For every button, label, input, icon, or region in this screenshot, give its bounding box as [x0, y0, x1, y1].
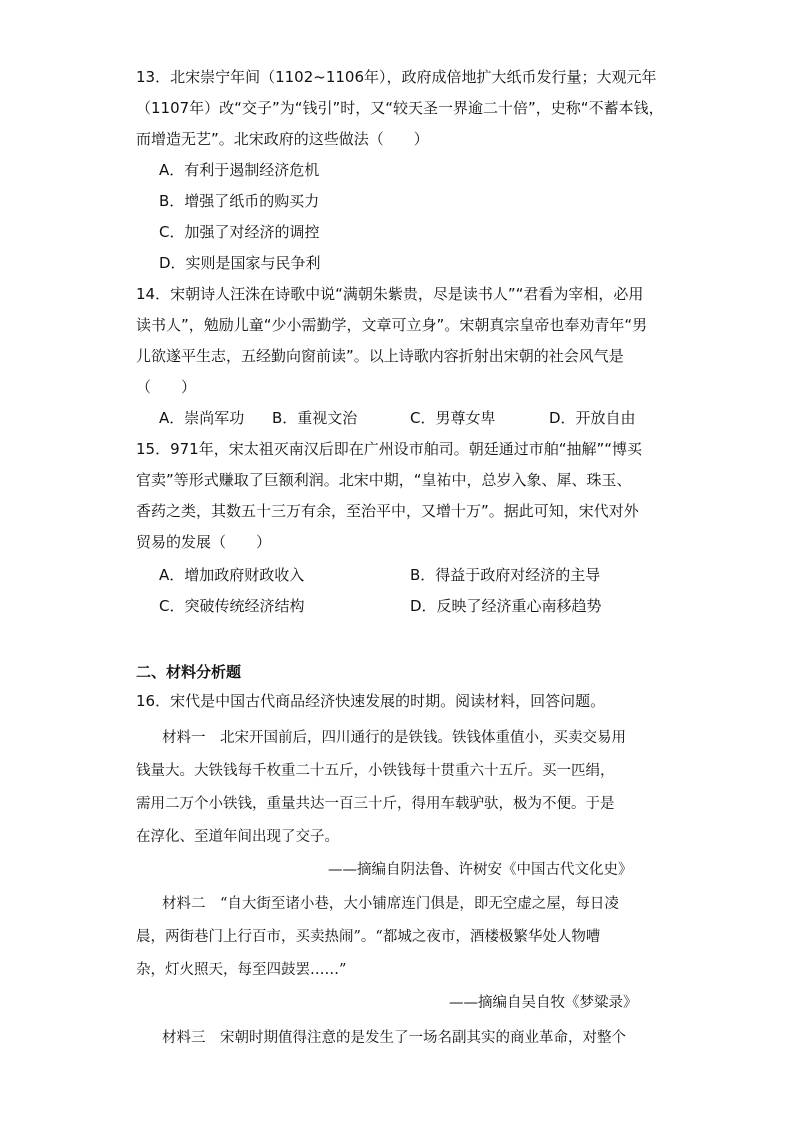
question-13-stem-line: 而增造无艺”。北宋政府的这些做法（ ） [136, 130, 429, 148]
question-15-stem-line: 官卖”等形式赚取了巨额利润。北宋中期，“皇祐中，总岁入象、犀、珠玉、 [136, 471, 632, 489]
question-15-stem-line: 贸易的发展（ ） [136, 533, 272, 551]
question-14-stem-line: 14．宋朝诗人汪洙在诗歌中说“满朝朱紫贵，尽是读书人”“君看为宰相，必用 [136, 285, 644, 303]
question-14-option-a[interactable]: A．崇尚军功 [159, 409, 245, 427]
question-15-options-row-1 [159, 565, 679, 585]
question-14-options [159, 408, 679, 428]
question-13-option-b[interactable]: B．增强了纸币的购买力 [159, 192, 320, 210]
material-1-line: 材料一 北宋开国前后，四川通行的是铁钱。铁钱体重值小，买卖交易用 [162, 730, 626, 746]
question-15-option-a[interactable]: A．增加政府财政收入 [159, 566, 305, 584]
section-heading: 二、材料分析题 [136, 663, 242, 681]
question-13-stem-line: 13．北宋崇宁年间（1102~1106年），政府成倍地扩大纸币发行量；大观元年 [136, 68, 657, 86]
question-13-stem-line: （1107年）改“交子”为“钱引”时，又“较天圣一界逾二十倍”，史称“不蓄本钱， [136, 99, 664, 117]
question-14-stem-line: （ ） [136, 378, 197, 396]
question-15-stem-line: 15．971年，宋太祖灭南汉后即在广州设市舶司。朝廷通过市舶“抽解”“博买 [136, 440, 643, 458]
question-14-stem-line: 儿欲遂平生志，五经勤向窗前读”。以上诗歌内容折射出宋朝的社会风气是 [136, 347, 624, 365]
question-14-option-b[interactable]: B．重视文治 [272, 409, 358, 427]
question-15-stem-line: 香药之类，其数五十三万有余，至治平中，又增十万”。据此可知，宋代对外 [136, 502, 639, 520]
question-13-option-c[interactable]: C．加强了对经济的调控 [159, 223, 320, 241]
material-2-line: 材料二 “自大街至诸小巷，大小铺席连门俱是，即无空虚之屋，每日凌 [162, 896, 619, 912]
material-2-line: 晨，两街巷门上行百市，买卖热闹”。“都城之夜市，酒楼极繁华处人物嘈 [136, 929, 601, 945]
question-15-options-row-2 [159, 596, 679, 616]
question-13-option-a[interactable]: A．有利于遏制经济危机 [159, 161, 320, 179]
material-3-line: 材料三 宋朝时期值得注意的是发生了一场名副其实的商业革命，对整个 [162, 1030, 626, 1046]
question-14-stem-line: 读书人”，勉励儿童“少小需勤学，文章可立身”。宋朝真宗皇帝也奉劝青年“男 [136, 316, 648, 334]
question-15-option-d[interactable]: D．反映了经济重心南移趋势 [410, 597, 602, 615]
material-1-line: 在淳化、至道年间出现了交子。 [136, 829, 339, 845]
question-16-intro: 16．宋代是中国古代商品经济快速发展的时期。阅读材料，回答问题。 [136, 692, 606, 710]
question-14-option-c[interactable]: C．男尊女卑 [410, 409, 496, 427]
material-2-line: 杂，灯火照天，每至四鼓罢……” [136, 962, 347, 978]
question-15-option-b[interactable]: B．得益于政府对经济的主导 [410, 566, 601, 584]
question-13-option-d[interactable]: D．实则是国家与民争利 [159, 254, 321, 272]
material-2-source: ——摘编自吴自牧《梦粱录》 [449, 995, 638, 1011]
question-15-option-c[interactable]: C．突破传统经济结构 [159, 597, 305, 615]
material-1-line: 需用二万个小铁钱，重量共达一百三十斤，得用车载驴驮，极为不便。于是 [136, 796, 615, 812]
question-14-option-d[interactable]: D．开放自由 [549, 409, 636, 427]
material-1-source: ——摘编自阴法鲁、许树安《中国古代文化史》 [328, 862, 633, 878]
material-1-line: 钱量大。大铁钱每千枚重二十五斤，小铁钱每十贯重六十五斤。买一匹绢， [136, 763, 615, 779]
